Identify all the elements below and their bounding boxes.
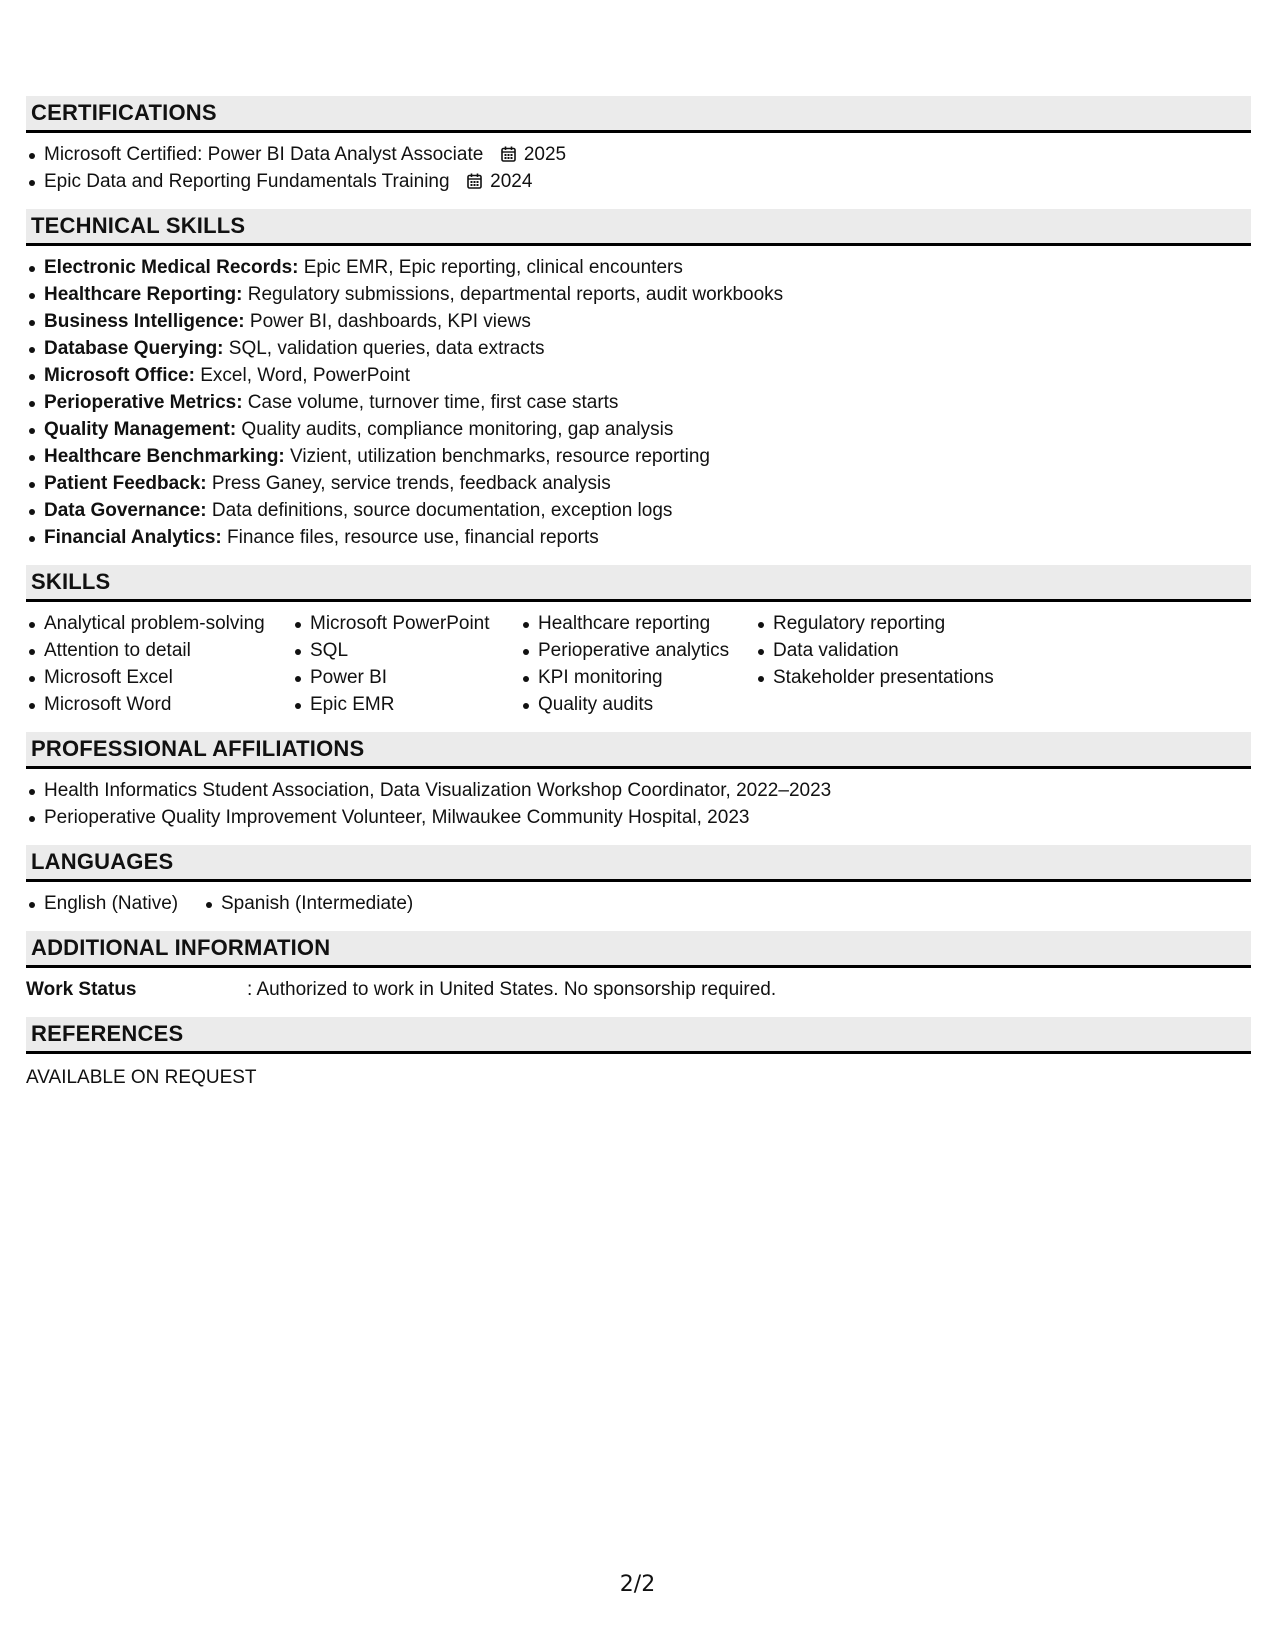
technical-skill-item <box>26 470 1251 497</box>
skill-details: Vizient, utilization benchmarks, resource reporting <box>284 446 710 467</box>
skill-item: KPI monitoring <box>520 664 755 691</box>
languages-header <box>26 845 1251 882</box>
section-title: SKILLS <box>31 569 111 594</box>
skill-item: Microsoft Excel <box>26 664 292 691</box>
languages-column <box>26 890 203 917</box>
languages-column <box>203 890 413 917</box>
certifications-list <box>26 141 1251 195</box>
page-number: 2/2 <box>619 1572 656 1597</box>
languages-row <box>26 890 1251 917</box>
work-status-label: Work Status <box>26 979 137 1000</box>
skill-details: Regulatory submissions, departmental reports, audit workbooks <box>242 284 784 305</box>
skill-item: Attention to detail <box>26 637 292 664</box>
section-title: PROFESSIONAL AFFILIATIONS <box>31 736 365 761</box>
skill-category: Business Intelligence: <box>44 311 245 332</box>
certifications-section <box>26 96 1251 195</box>
skill-item: Epic EMR <box>292 691 520 718</box>
technical-skill-item <box>26 416 1251 443</box>
skill-item: Regulatory reporting <box>755 610 1015 637</box>
certification-year: 2025 <box>523 144 567 165</box>
skill-item: Data validation <box>755 637 1015 664</box>
section-title: CERTIFICATIONS <box>31 100 217 125</box>
technical-skill-item <box>26 362 1251 389</box>
technical-skill-item <box>26 335 1251 362</box>
technical-skills-header <box>26 209 1251 246</box>
references-text: AVAILABLE ON REQUEST <box>26 1067 257 1088</box>
resume-page <box>26 96 1251 1105</box>
technical-skill-item <box>26 281 1251 308</box>
technical-skill-item <box>26 497 1251 524</box>
skills-header <box>26 565 1251 602</box>
affiliations-section <box>26 732 1251 831</box>
certification-name: Epic Data and Reporting Fundamentals Training <box>44 171 450 192</box>
calendar-icon <box>467 173 482 189</box>
skill-item: Perioperative analytics <box>520 637 755 664</box>
section-title: REFERENCES <box>31 1021 184 1046</box>
technical-skill-item <box>26 389 1251 416</box>
skill-category: Financial Analytics: <box>44 527 222 548</box>
references-header <box>26 1017 1251 1054</box>
skill-category: Perioperative Metrics: <box>44 392 243 413</box>
language-item: Spanish (Intermediate) <box>203 890 413 917</box>
skill-category: Healthcare Benchmarking: <box>44 446 285 467</box>
language-item: English (Native) <box>26 890 203 917</box>
skill-item: SQL <box>292 637 520 664</box>
skill-details: Finance files, resource use, financial reports <box>221 527 599 548</box>
references-section <box>26 1017 1251 1091</box>
certification-item <box>26 168 1251 195</box>
section-title: LANGUAGES <box>31 849 174 874</box>
skill-details: Epic EMR, Epic reporting, clinical encounters <box>298 257 683 278</box>
skills-section <box>26 565 1251 718</box>
affiliations-header <box>26 732 1251 769</box>
skill-item: Power BI <box>292 664 520 691</box>
skill-category: Data Governance: <box>44 500 207 521</box>
certification-name: Microsoft Certified: Power BI Data Analyst Associate <box>44 144 484 165</box>
skill-details: Data definitions, source documentation, exception logs <box>206 500 673 521</box>
affiliation-item: Perioperative Quality Improvement Volunteer, Milwaukee Community Hospital, 2023 <box>26 804 1251 831</box>
skill-details: Case volume, turnover time, first case starts <box>242 392 619 413</box>
technical-skill-item <box>26 308 1251 335</box>
additional-information-section <box>26 931 1251 1003</box>
certifications-header <box>26 96 1251 133</box>
work-status-row <box>26 976 1251 1003</box>
skill-category: Electronic Medical Records: <box>44 257 299 278</box>
skill-details: Quality audits, compliance monitoring, gap analysis <box>236 419 674 440</box>
technical-skill-item <box>26 443 1251 470</box>
skill-details: SQL, validation queries, data extracts <box>223 338 545 359</box>
additional-information-header <box>26 931 1251 968</box>
certification-year: 2024 <box>490 171 533 192</box>
skill-category: Quality Management: <box>44 419 237 440</box>
skills-column <box>520 610 755 718</box>
technical-skill-item <box>26 254 1251 281</box>
skills-column <box>26 610 292 718</box>
skill-item: Quality audits <box>520 691 755 718</box>
technical-skills-section <box>26 209 1251 551</box>
calendar-icon <box>501 146 516 162</box>
section-title: ADDITIONAL INFORMATION <box>31 935 331 960</box>
skill-details: Press Ganey, service trends, feedback analysis <box>206 473 611 494</box>
skill-item: Microsoft Word <box>26 691 292 718</box>
affiliations-list <box>26 777 1251 831</box>
affiliation-item: Health Informatics Student Association, Data Visualization Workshop Coordinator, 2022–2023 <box>26 777 1251 804</box>
skill-item: Stakeholder presentations <box>755 664 1015 691</box>
skills-grid <box>26 610 1251 718</box>
skill-item: Analytical problem-solving <box>26 610 292 637</box>
skills-column <box>755 610 1015 718</box>
skills-column <box>292 610 520 718</box>
technical-skill-item <box>26 524 1251 551</box>
section-title: TECHNICAL SKILLS <box>31 213 246 238</box>
skill-category: Database Querying: <box>44 338 224 359</box>
skill-category: Healthcare Reporting: <box>44 284 243 305</box>
skill-details: Power BI, dashboards, KPI views <box>244 311 531 332</box>
skill-item: Healthcare reporting <box>520 610 755 637</box>
certification-item <box>26 141 1251 168</box>
skill-details: Excel, Word, PowerPoint <box>194 365 411 386</box>
work-status-value: : Authorized to work in United States. No sponsorship required. <box>247 979 777 1000</box>
languages-section <box>26 845 1251 917</box>
skill-item: Microsoft PowerPoint <box>292 610 520 637</box>
skill-category: Patient Feedback: <box>44 473 207 494</box>
technical-skills-list <box>26 254 1251 551</box>
skill-category: Microsoft Office: <box>44 365 195 386</box>
